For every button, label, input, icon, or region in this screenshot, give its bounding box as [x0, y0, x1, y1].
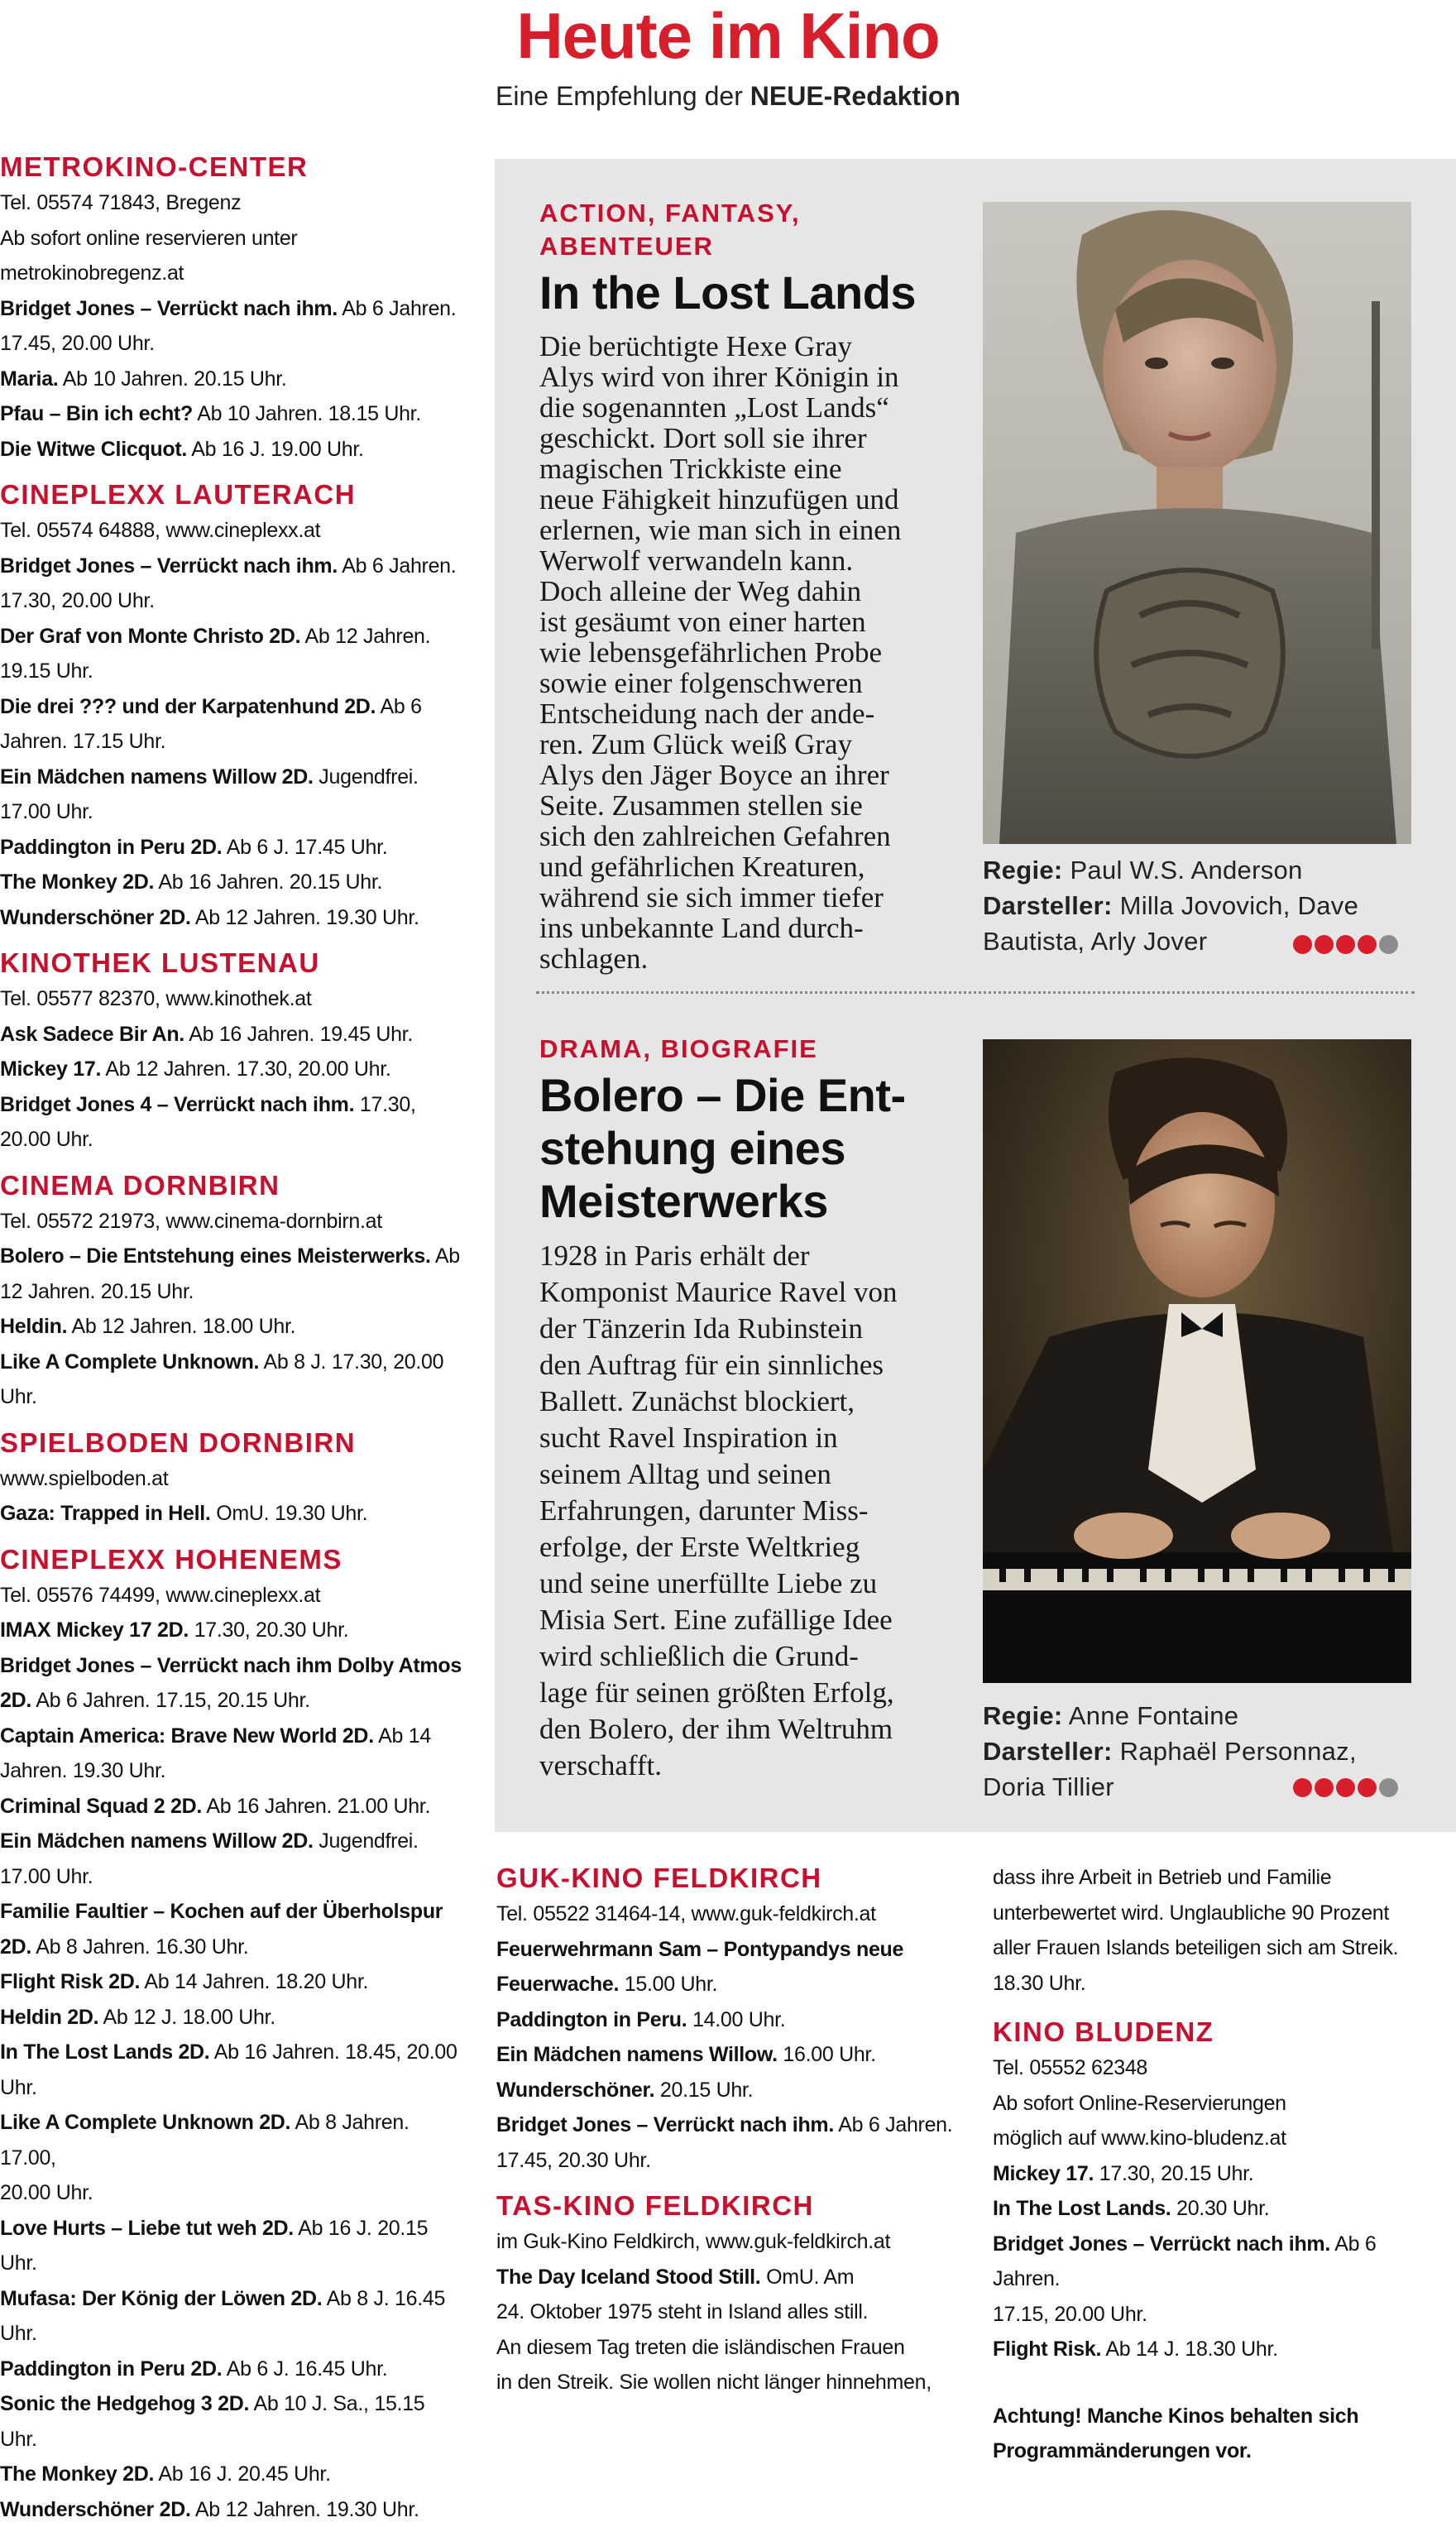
rating-dot-empty	[1379, 1778, 1398, 1797]
text-line: verschafft.	[539, 1748, 970, 1784]
review-text	[539, 1238, 970, 1784]
movie-title: The Day Iceland Stood Still.	[496, 2266, 760, 2289]
review-lost-lands	[539, 197, 970, 974]
listing-line: Paddington in Peru 2D. Ab 6 J. 17.45 Uhr.	[0, 830, 463, 866]
listing-line: Paddington in Peru. 14.00 Uhr.	[496, 2002, 960, 2038]
listing-line: 24. Oktober 1975 steht in Island alles still.	[496, 2294, 960, 2330]
movie-title: Mufasa: Der König der Löwen 2D.	[0, 2287, 322, 2310]
listing-line: In The Lost Lands. 20.30 Uhr.	[993, 2191, 1439, 2227]
movie-title: The Monkey 2D.	[0, 870, 154, 894]
listing-line: 18.30 Uhr.	[993, 1966, 1439, 2002]
listing-line: Bridget Jones – Verrückt nach ihm. Ab 6 Jahren.	[0, 549, 463, 584]
listing-line: Criminal Squad 2 2D. Ab 16 Jahren. 21.00 Uhr.	[0, 1789, 463, 1825]
program-change-note: Achtung! Manche Kinos behalten sich Programmänderungen vor.	[993, 2399, 1439, 2469]
listing-line: Wunderschöner 2D. Ab 12 Jahren. 19.30 Uhr.	[0, 2492, 463, 2527]
listing-line: www.spielboden.at	[0, 1461, 463, 1497]
listing-line: Tel. 05576 74499, www.cineplexx.at	[0, 1578, 463, 1614]
listing-line: Die drei ??? und der Karpatenhund 2D. Ab 6	[0, 689, 463, 725]
rating-dot-filled	[1293, 935, 1312, 954]
movie-title: Ein Mädchen namens Willow 2D.	[0, 765, 314, 789]
cinema-listings-left	[0, 149, 463, 2527]
listing-line: Mickey 17. 17.30, 20.15 Uhr.	[993, 2156, 1439, 2192]
movie-title: Love Hurts – Liebe tut weh 2D.	[0, 2217, 294, 2240]
movie-title: Pfau – Bin ich echt?	[0, 402, 193, 425]
listing-line: The Day Iceland Stood Still. OmU. Am	[496, 2260, 960, 2295]
movie-title: In The Lost Lands 2D.	[0, 2040, 209, 2064]
movie-title: 2D.	[0, 1689, 31, 1712]
listing-line: Paddington in Peru 2D. Ab 6 J. 16.45 Uhr.	[0, 2352, 463, 2387]
listing-line: 17.45, 20.30 Uhr.	[496, 2143, 960, 2179]
movie-title: Feuerwehrmann Sam – Pontypandys neue	[496, 1938, 903, 1961]
movie-title: Sonic the Hedgehog 3 2D.	[0, 2392, 249, 2415]
listing-line: Ab sofort Online-Reservierungen	[993, 2086, 1439, 2122]
listing-line: Flight Risk 2D. Ab 14 Jahren. 18.20 Uhr.	[0, 1964, 463, 2000]
listing-line: Like A Complete Unknown. Ab 8 J. 17.30, 20.00	[0, 1345, 463, 1380]
text-line: ins unbekannte Land durch-	[539, 913, 970, 943]
movie-title: Criminal Squad 2 2D.	[0, 1795, 202, 1818]
review-credits-lost-lands: Regie: Paul W.S. Anderson Darsteller: Milla Jovovich, Dave Bautista, Arly Jover	[983, 852, 1413, 959]
text-line: Alys wird von ihrer Königin in	[539, 362, 970, 392]
listing-line: im Guk-Kino Feldkirch, www.guk-feldkirch.at	[496, 2224, 960, 2260]
listing-line: unterbewertet wird. Unglaubliche 90 Prozent	[993, 1896, 1439, 1931]
movie-title: Like A Complete Unknown 2D.	[0, 2111, 290, 2134]
review-genre: DRAMA, BIOGRAFIE	[539, 1033, 970, 1066]
text-line: ren. Zum Glück weiß Gray	[539, 729, 970, 760]
rating-dot-filled	[1358, 1778, 1377, 1797]
listing-line: Mufasa: Der König der Löwen 2D. Ab 8 J. 16.45 Uhr.	[0, 2281, 463, 2352]
listing-line: möglich auf www.kino-bludenz.at	[993, 2121, 1439, 2156]
cinema-name: CINEPLEXX LAUTERACH	[0, 477, 463, 513]
text-line: Seite. Zusammen stellen sie	[539, 790, 970, 821]
cinema-listings-bottom-right	[993, 1860, 1439, 2469]
movie-title: Paddington in Peru.	[496, 2008, 687, 2031]
text-line: und gefährlichen Kreaturen,	[539, 851, 970, 882]
movie-title: Wunderschöner 2D.	[0, 906, 191, 929]
movie-title: Captain America: Brave New World 2D.	[0, 1724, 374, 1748]
listing-line: Bridget Jones 4 – Verrückt nach ihm. 17.30,	[0, 1087, 463, 1123]
cinema-name: KINOTHEK LUSTENAU	[0, 945, 463, 981]
listing-line: 17.15, 20.00 Uhr.	[993, 2297, 1439, 2333]
listing-line: Tel. 05574 71843, Bregenz	[0, 185, 463, 221]
listing-line: Die Witwe Clicquot. Ab 16 J. 19.00 Uhr.	[0, 432, 463, 468]
cinema-name: GUK-KINO FELDKIRCH	[496, 1860, 960, 1896]
text-line: den Auftrag für ein sinnliches	[539, 1347, 970, 1383]
cinema-kino-bludenz	[993, 2014, 1439, 2367]
listing-line: Ein Mädchen namens Willow. 16.00 Uhr.	[496, 2037, 960, 2073]
listing-line: Der Graf von Monte Christo 2D. Ab 12 Jahren.	[0, 619, 463, 655]
listing-line: Ask Sadece Bir An. Ab 16 Jahren. 19.45 Uhr.	[0, 1017, 463, 1053]
listing-line: 19.15 Uhr.	[0, 654, 463, 689]
cinema-name: SPIELBODEN DORNBIRN	[0, 1425, 463, 1461]
text-line: lage für seinen größten Erfolg,	[539, 1675, 970, 1711]
movie-title: In The Lost Lands.	[993, 2197, 1171, 2220]
text-line: geschickt. Dort soll sie ihrer	[539, 423, 970, 453]
text-line: Erfahrungen, darunter Miss-	[539, 1493, 970, 1529]
listing-line: 2D. Ab 8 Jahren. 16.30 Uhr.	[0, 1930, 463, 1965]
text-line: Komponist Maurice Ravel von	[539, 1274, 970, 1311]
text-line: Doch alleine der Weg dahin	[539, 576, 970, 607]
listing-line: Uhr.	[0, 2070, 463, 2106]
review-title: In the Lost Lands	[539, 266, 970, 319]
text-line: der Tänzerin Ida Rubinstein	[539, 1311, 970, 1347]
text-line: den Bolero, der ihm Weltruhm	[539, 1711, 970, 1748]
text-line: sucht Ravel Inspiration in	[539, 1420, 970, 1456]
movie-title: Familie Faultier – Kochen auf der Überholspur	[0, 1900, 443, 1923]
text-line: magischen Trickkiste eine	[539, 453, 970, 484]
listing-line: Sonic the Hedgehog 3 2D. Ab 10 J. Sa., 15.15 Uhr.	[0, 2386, 463, 2457]
director-name: Anne Fontaine	[1063, 1701, 1239, 1730]
listing-line: Bridget Jones – Verrückt nach ihm. Ab 6 Jahren.	[0, 291, 463, 327]
listing-line: Heldin 2D. Ab 12 J. 18.00 Uhr.	[0, 2000, 463, 2036]
text-line: Die berüchtigte Hexe Gray	[539, 331, 970, 362]
rating-dot-empty	[1379, 935, 1398, 954]
text-line: stehung eines	[539, 1122, 970, 1175]
listing-line	[0, 1894, 463, 1930]
movie-title: Bridget Jones 4 – Verrückt nach ihm.	[0, 1093, 354, 1116]
text-line: die sogenannten „Lost Lands“	[539, 392, 970, 423]
listing-line: Wunderschöner. 20.15 Uhr.	[496, 2073, 960, 2108]
text-line: erlernen, wie man sich in einen	[539, 515, 970, 545]
movie-title: Gaza: Trapped in Hell.	[0, 1502, 211, 1525]
text-line: Ballett. Zunächst blockiert,	[539, 1383, 970, 1420]
listing-line: 20.00 Uhr.	[0, 1122, 463, 1158]
listing-line: An diesem Tag treten die isländischen Frauen	[496, 2330, 960, 2366]
listing-line: The Monkey 2D. Ab 16 Jahren. 20.15 Uhr.	[0, 865, 463, 900]
text-line: Werwolf verwandeln kann.	[539, 545, 970, 576]
listing-line: dass ihre Arbeit in Betrieb und Familie	[993, 1860, 1439, 1896]
photo-bolero-image	[983, 1039, 1411, 1683]
listing-line: Captain America: Brave New World 2D. Ab 14	[0, 1719, 463, 1754]
listing-line: Ab sofort online reservieren unter	[0, 221, 463, 257]
movie-title: Bridget Jones – Verrückt nach ihm.	[496, 2113, 834, 2136]
movie-title: IMAX Mickey 17 2D.	[0, 1618, 189, 1642]
review-text	[539, 331, 970, 974]
movie-title: Flight Risk.	[993, 2338, 1101, 2361]
text-line: wie lebensgefährlichen Probe	[539, 637, 970, 668]
listing-line: Feuerwache. 15.00 Uhr.	[496, 1967, 960, 2002]
rating-dot-filled	[1336, 1778, 1355, 1797]
page-title: Heute im Kino	[0, 0, 1456, 71]
movie-title: Maria.	[0, 367, 58, 391]
cinema-name: KINO BLUDENZ	[993, 2014, 1439, 2050]
listing-line: Wunderschöner 2D. Ab 12 Jahren. 19.30 Uhr.	[0, 900, 463, 936]
movie-title: Like A Complete Unknown.	[0, 1350, 259, 1374]
movie-title: Feuerwache.	[496, 1973, 619, 1996]
movie-title: Bolero – Die Entstehung eines Meisterwerks.	[0, 1244, 431, 1268]
text-line: sich den zahlreichen Gefahren	[539, 821, 970, 851]
listing-line: Flight Risk. Ab 14 J. 18.30 Uhr.	[993, 2332, 1439, 2367]
listing-continued-text	[993, 1860, 1439, 2001]
movie-title: Die drei ??? und der Karpatenhund 2D.	[0, 695, 376, 718]
review-title	[539, 1069, 970, 1228]
listing-line: The Monkey 2D. Ab 16 J. 20.45 Uhr.	[0, 2457, 463, 2492]
text-line: Misia Sert. Eine zufällige Idee	[539, 1602, 970, 1638]
listing-line: metrokinobregenz.at	[0, 256, 463, 291]
listing-line: Jahren. 17.15 Uhr.	[0, 724, 463, 760]
listing-line: Maria. Ab 10 Jahren. 20.15 Uhr.	[0, 362, 463, 397]
text-line: 1928 in Paris erhält der	[539, 1238, 970, 1274]
listing-line: Bridget Jones – Verrückt nach ihm. Ab 6 Jahren.	[993, 2227, 1439, 2297]
listing-line: 20.00 Uhr.	[0, 2175, 463, 2211]
listing-line: In The Lost Lands 2D. Ab 16 Jahren. 18.45, 20.00	[0, 2035, 463, 2070]
movie-title: Bridget Jones – Verrückt nach ihm.	[0, 554, 338, 578]
listing-line: Tel. 05522 31464-14, www.guk-feldkirch.at	[496, 1896, 960, 1932]
listing-line: Bolero – Die Entstehung eines Meisterwerks. Ab	[0, 1239, 463, 1274]
movie-title: Wunderschöner.	[496, 2079, 654, 2102]
listing-line: Tel. 05574 64888, www.cineplexx.at	[0, 513, 463, 549]
movie-title: The Monkey 2D.	[0, 2462, 154, 2486]
cast-names-cont: Doria Tillier	[983, 1772, 1114, 1801]
rating-dot-filled	[1336, 935, 1355, 954]
rating-dot-filled	[1358, 935, 1377, 954]
review-genre: ACTION, FANTASY, ABENTEUER	[539, 197, 970, 263]
cast-names-cont: Bautista, Arly Jover	[983, 927, 1207, 956]
text-line: und seine unerfüllte Liebe zu	[539, 1566, 970, 1602]
text-line: während sie sich immer tiefer	[539, 882, 970, 913]
movie-title: Mickey 17.	[0, 1057, 101, 1081]
cinema-name: CINEMA DORNBIRN	[0, 1168, 463, 1204]
movie-title: Bridget Jones – Verrückt nach ihm.	[993, 2232, 1330, 2256]
rating-dots-bolero	[1293, 1778, 1398, 1797]
listing-line: Tel. 05577 82370, www.kinothek.at	[0, 981, 463, 1017]
movie-title: 2D.	[0, 1935, 31, 1959]
movie-title: Wunderschöner 2D.	[0, 2498, 191, 2521]
text-line: Alys den Jäger Boyce an ihrer	[539, 760, 970, 790]
text-line: wird schließlich die Grund-	[539, 1638, 970, 1675]
movie-title: Paddington in Peru 2D.	[0, 2357, 222, 2381]
cinema-listings-bottom-middle	[496, 1860, 960, 2400]
listing-line	[496, 1932, 960, 1968]
review-bolero	[539, 1033, 970, 1784]
listing-line: Ein Mädchen namens Willow 2D. Jugendfrei.	[0, 1824, 463, 1859]
listing-line: Love Hurts – Liebe tut weh 2D. Ab 16 J. 20.15 Uhr.	[0, 2211, 463, 2281]
movie-title: Flight Risk 2D.	[0, 1970, 140, 1993]
text-line: ist gesäumt von einer harten	[539, 607, 970, 637]
cinema-name: METROKINO-CENTER	[0, 149, 463, 185]
rating-dot-filled	[1315, 1778, 1334, 1797]
listing-line: Tel. 05552 62348	[993, 2050, 1439, 2086]
movie-title: Ask Sadece Bir An.	[0, 1023, 184, 1046]
text-line: Bolero – Die Ent-	[539, 1069, 970, 1122]
photo-lost-lands	[983, 202, 1411, 844]
text-line: Entscheidung nach der ande-	[539, 698, 970, 729]
review-separator	[536, 991, 1415, 994]
listing-line: Jahren. 19.30 Uhr.	[0, 1753, 463, 1789]
listing-line: Tel. 05572 21973, www.cinema-dornbirn.at	[0, 1204, 463, 1240]
rating-dot-filled	[1315, 935, 1334, 954]
rating-dots-lost-lands	[1293, 935, 1398, 954]
movie-title: Heldin.	[0, 1315, 67, 1338]
movie-title: Bridget Jones – Verrückt nach ihm Dolby Atmos	[0, 1654, 462, 1677]
text-line: sowie einer folgenschweren	[539, 668, 970, 698]
photo-lost-lands-image	[983, 202, 1411, 844]
movie-title: Die Witwe Clicquot.	[0, 438, 187, 461]
listing-line: Heldin. Ab 12 Jahren. 18.00 Uhr.	[0, 1309, 463, 1345]
text-line: neue Fähigkeit hinzufügen und	[539, 484, 970, 515]
cast-names: Raphaël Personnaz,	[1113, 1737, 1357, 1766]
director-name: Paul W.S. Anderson	[1063, 856, 1303, 885]
listing-line: 2D. Ab 6 Jahren. 17.15, 20.15 Uhr.	[0, 1683, 463, 1719]
text-line: Meisterwerks	[539, 1175, 970, 1228]
cinema-name: CINEPLEXX HOHENEMS	[0, 1542, 463, 1578]
listing-line: Like A Complete Unknown 2D. Ab 8 Jahren. 17.00,	[0, 2105, 463, 2175]
cast-names: Milla Jovovich, Dave	[1113, 891, 1358, 920]
movie-title: Ein Mädchen namens Willow.	[496, 2043, 778, 2066]
page-subtitle: Eine Empfehlung der NEUE-Redaktion	[0, 79, 1456, 113]
listing-line: 17.00 Uhr.	[0, 794, 463, 830]
movie-title: Paddington in Peru 2D.	[0, 836, 222, 859]
listing-line: in den Streik. Sie wollen nicht länger hinnehmen,	[496, 2365, 960, 2400]
movie-title: Der Graf von Monte Christo 2D.	[0, 625, 300, 648]
listing-line: 17.45, 20.00 Uhr.	[0, 326, 463, 362]
listing-line: Ein Mädchen namens Willow 2D. Jugendfrei.	[0, 760, 463, 795]
listing-line: aller Frauen Islands beteiligen sich am Streik.	[993, 1930, 1439, 1966]
text-line: schlagen.	[539, 943, 970, 974]
listing-line: 17.00 Uhr.	[0, 1859, 463, 1895]
listing-line: IMAX Mickey 17 2D. 17.30, 20.30 Uhr.	[0, 1613, 463, 1648]
listing-line: 12 Jahren. 20.15 Uhr.	[0, 1274, 463, 1310]
listing-line: Bridget Jones – Verrückt nach ihm. Ab 6 Jahren.	[496, 2107, 960, 2143]
movie-title: Heldin 2D.	[0, 2006, 98, 2029]
movie-title: Bridget Jones – Verrückt nach ihm.	[0, 297, 338, 320]
listing-line: Pfau – Bin ich echt? Ab 10 Jahren. 18.15 Uhr.	[0, 396, 463, 432]
text-line: erfolge, der Erste Weltkrieg	[539, 1529, 970, 1566]
listing-line: 17.30, 20.00 Uhr.	[0, 583, 463, 619]
cinema-name: TAS-KINO FELDKIRCH	[496, 2188, 960, 2224]
photo-bolero	[983, 1039, 1411, 1683]
listing-line: Uhr.	[0, 1379, 463, 1415]
review-credits-bolero: Regie: Anne Fontaine Darsteller: Raphaël Personnaz, Doria Tillier	[983, 1698, 1413, 1805]
movie-title: Ein Mädchen namens Willow 2D.	[0, 1829, 314, 1853]
listing-line: Gaza: Trapped in Hell. OmU. 19.30 Uhr.	[0, 1496, 463, 1532]
listing-line	[0, 1648, 463, 1684]
listing-line: Mickey 17. Ab 12 Jahren. 17.30, 20.00 Uhr.	[0, 1052, 463, 1087]
movie-title: Mickey 17.	[993, 2162, 1094, 2185]
rating-dot-filled	[1293, 1778, 1312, 1797]
text-line: seinem Alltag und seinen	[539, 1456, 970, 1493]
